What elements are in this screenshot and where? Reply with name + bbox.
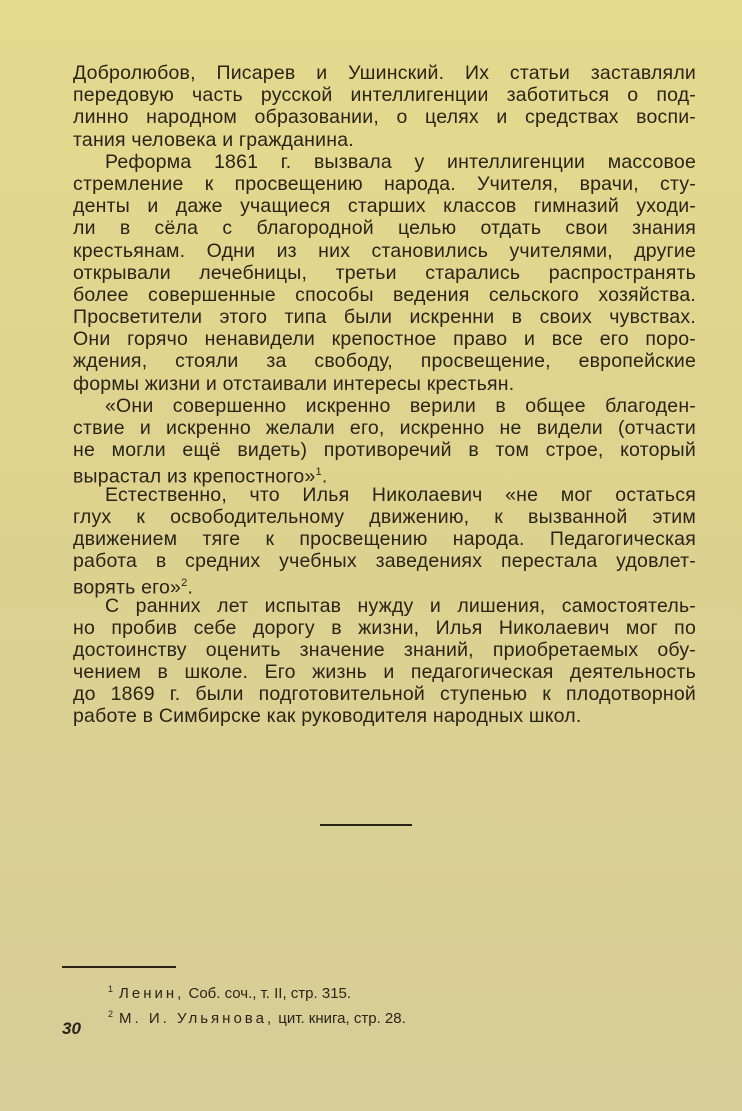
text-line: но пробив себе дорогу в жизни, Илья Николаевич мог по xyxy=(73,616,696,639)
paragraph-1 xyxy=(73,62,696,151)
text-line: достоинству оценить значение знаний, приобретаемых обу- xyxy=(73,638,696,661)
paragraph-3-quote xyxy=(73,394,696,488)
text-line: ждения, стояли за свободу, просвещение, европейские xyxy=(73,350,696,373)
footnote-text: цит. книга, стр. 28. xyxy=(278,1010,406,1027)
paragraph-5 xyxy=(73,595,696,728)
page-number: 30 xyxy=(62,1019,81,1038)
footnote-text: Соб. соч., т. II, стр. 315. xyxy=(188,985,352,1002)
footnote-ref-2[interactable]: 2 xyxy=(181,577,188,590)
body-text xyxy=(73,62,696,728)
text-line: крестьянам. Одни из них становились учителями, другие xyxy=(73,239,696,262)
text-line: передовую часть русской интеллигенции заботиться о под- xyxy=(73,84,696,107)
text-line: не могли ещё видеть) противоречий в том строе, который xyxy=(73,439,696,462)
text-line: «Они совершенно искренно верили в общее благоден- xyxy=(105,394,696,417)
text-line: Просветители этого типа были искренни в своих чувствах. xyxy=(73,306,696,329)
footnotes xyxy=(108,979,406,1029)
text-line: денты и даже учащиеся старших классов гимназий уходи- xyxy=(73,195,696,218)
paragraph-4 xyxy=(73,483,696,599)
footnote-rule xyxy=(62,966,176,968)
paragraph-2 xyxy=(73,151,696,395)
text-line: формы жизни и отстаивали интересы крестьян. xyxy=(73,372,515,395)
text-line: до 1869 г. были подготовительной ступенью к плодотворной xyxy=(73,683,696,706)
text-line: Реформа 1861 г. вызвала у интеллигенции массовое xyxy=(105,150,696,173)
text-line: стремление к просвещению народа. Учителя, врачи, сту- xyxy=(73,172,696,195)
text-line: ворять его»$^2$. xyxy=(73,576,194,599)
text-line-content: ворять его» xyxy=(73,576,182,599)
text-line: вырастал из крепостного»$^1$. xyxy=(73,465,328,488)
footnote-author: Ленин, xyxy=(119,985,185,1002)
text-line: глух к освободительному движению, к вызванной этим xyxy=(73,505,696,528)
section-separator xyxy=(320,824,412,826)
text-line: движением тяге к просвещению народа. Педагогическая xyxy=(73,527,696,550)
text-line: линно народном образовании, о целях и средствах воспи- xyxy=(73,106,696,129)
text-line: чением в школе. Его жизнь и педагогическая деятельность xyxy=(73,661,696,684)
footnote-ref-1[interactable]: 1 xyxy=(315,466,322,479)
text-line: ствие и искренно желали его, искренно не видели (отчасти xyxy=(73,417,696,439)
footnote-2 xyxy=(108,1004,406,1029)
text-line: работа в средних учебных заведениях перестала удовлет- xyxy=(73,550,696,573)
text-line: Естественно, что Илья Николаевич «не мог остаться xyxy=(105,483,696,506)
footnote-number: 2 xyxy=(108,1009,114,1019)
text-line: Добролюбов, Писарев и Ушинский. Их статьи заставляли xyxy=(73,62,696,84)
text-line: работе в Симбирске как руководителя народных школ. xyxy=(73,705,582,728)
text-line: ли в сёла с благородной целью отдать свои знания xyxy=(73,217,696,240)
text-line: открывали лечебницы, третьи старались распространять xyxy=(73,261,696,284)
text-line-content: вырастал из крепостного» xyxy=(73,465,316,488)
text-line: С ранних лет испытав нужду и лишения, самостоятель- xyxy=(105,594,696,617)
footnote-author: М. И. Ульянова, xyxy=(119,1010,275,1027)
text-line: тания человека и гражданина. xyxy=(73,128,354,151)
text-line: более совершенные способы ведения сельского хозяйства. xyxy=(73,283,696,306)
footnote-number: 1 xyxy=(108,984,114,994)
footnote-1 xyxy=(108,979,406,1004)
text-line: Они горячо ненавидели крепостное право и все его поро- xyxy=(73,328,696,351)
